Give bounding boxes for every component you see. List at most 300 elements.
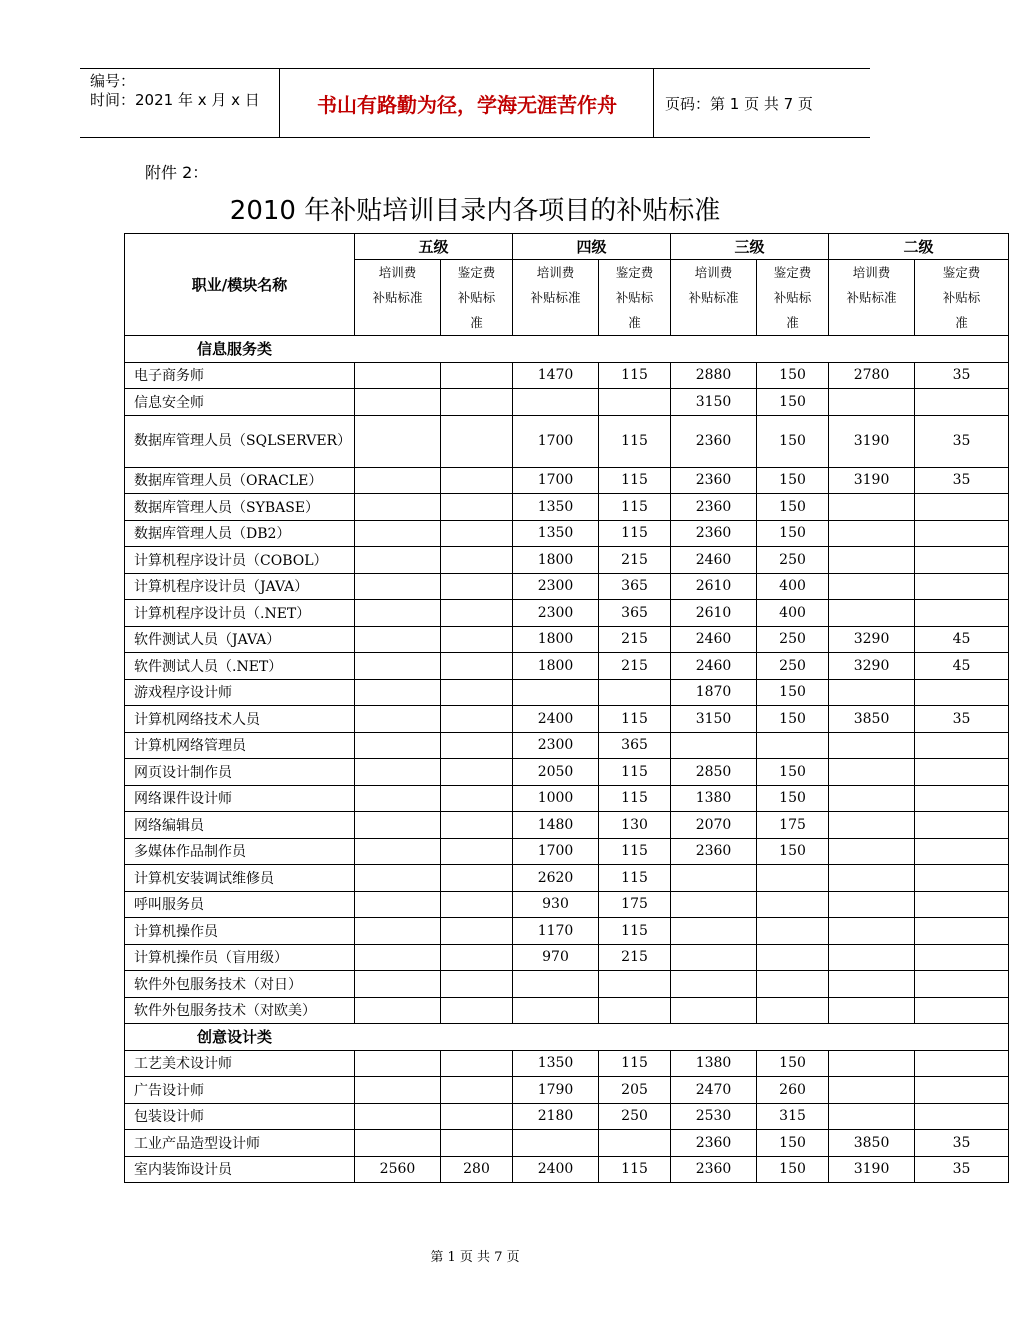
occupation-name: 网络编辑员 [125, 812, 355, 839]
occupation-name: 计算机网络技术人员 [125, 706, 355, 733]
level-5-header: 五级 [355, 234, 513, 260]
subsidy-value-cell: 150 [757, 467, 829, 494]
subsidy-value-cell: 150 [757, 785, 829, 812]
subsidy-value-cell: 3290 [829, 626, 915, 653]
occupation-name: 工艺美术设计师 [125, 1050, 355, 1077]
subheader-line: 补贴标准 [688, 290, 739, 305]
subsidy-value-cell [355, 997, 441, 1024]
header-page-info: 页码：第 1 页 共 7 页 [665, 94, 813, 113]
subsidy-value-cell [757, 865, 829, 892]
subsidy-value-cell [829, 944, 915, 971]
occupation-name: 多媒体作品制作员 [125, 838, 355, 865]
subsidy-value-cell: 280 [441, 1156, 513, 1183]
subsidy-value-cell [915, 865, 1009, 892]
train-fee-subheader [513, 260, 599, 336]
subheader-line: 补贴标准 [530, 290, 581, 305]
subsidy-value-cell: 930 [513, 891, 599, 918]
table-row [125, 494, 1009, 521]
subheader-line: 补贴标 [457, 290, 496, 305]
header-meta [80, 69, 280, 137]
subsidy-value-cell [829, 600, 915, 627]
subsidy-value-cell: 2460 [671, 653, 757, 680]
occupation-name: 呼叫服务员 [125, 891, 355, 918]
table-row [125, 944, 1009, 971]
subsidy-value-cell: 2620 [513, 865, 599, 892]
table-row [125, 1077, 1009, 1104]
subsidy-value-cell: 115 [599, 838, 671, 865]
subsidy-value-cell [441, 812, 513, 839]
subsidy-value-cell [829, 389, 915, 416]
subsidy-value-cell [355, 520, 441, 547]
subheader-line: 补贴标 [615, 290, 654, 305]
subsidy-value-cell [915, 997, 1009, 1024]
subsidy-value-cell [671, 997, 757, 1024]
document-header [80, 68, 870, 138]
subsidy-value-cell: 215 [599, 626, 671, 653]
subsidy-value-cell: 2460 [671, 626, 757, 653]
occupation-name: 网页设计制作员 [125, 759, 355, 786]
subsidy-value-cell [829, 1077, 915, 1104]
subsidy-value-cell [599, 997, 671, 1024]
subsidy-value-cell: 1800 [513, 626, 599, 653]
subsidy-value-cell: 2880 [671, 362, 757, 389]
subsidy-value-cell [441, 679, 513, 706]
table-row [125, 891, 1009, 918]
table-row [125, 865, 1009, 892]
subheader-line: 补贴标 [942, 290, 981, 305]
subheader-line: 鉴定费 [773, 265, 812, 280]
subsidy-value-cell: 1790 [513, 1077, 599, 1104]
subsidy-value-cell: 2400 [513, 706, 599, 733]
subsidy-value-cell: 2780 [829, 362, 915, 389]
table-row [125, 467, 1009, 494]
subsidy-value-cell [355, 389, 441, 416]
subsidy-value-cell [441, 865, 513, 892]
subsidy-value-cell [355, 362, 441, 389]
subsidy-value-cell: 115 [599, 494, 671, 521]
subsidy-value-cell [671, 971, 757, 998]
subsidy-value-cell [757, 997, 829, 1024]
table-row [125, 1103, 1009, 1130]
subsidy-value-cell [441, 759, 513, 786]
subheader-line: 培训费 [852, 265, 891, 280]
subsidy-value-cell [829, 759, 915, 786]
subsidy-value-cell [915, 1103, 1009, 1130]
category-row [125, 336, 1009, 363]
subsidy-value-cell: 175 [599, 891, 671, 918]
subsidy-value-cell: 215 [599, 944, 671, 971]
subsidy-value-cell [441, 362, 513, 389]
subsidy-value-cell: 35 [915, 706, 1009, 733]
subsidy-value-cell: 250 [757, 547, 829, 574]
table-row [125, 573, 1009, 600]
subsidy-value-cell: 3290 [829, 653, 915, 680]
subsidy-value-cell: 2610 [671, 573, 757, 600]
subsidy-value-cell: 150 [757, 838, 829, 865]
subsidy-value-cell: 115 [599, 706, 671, 733]
subsidy-value-cell: 35 [915, 415, 1009, 467]
subsidy-table-wrapper [124, 233, 981, 1213]
occupation-name: 工业产品造型设计师 [125, 1130, 355, 1157]
occupation-name: 数据库管理人员（DB2） [125, 520, 355, 547]
table-header-row [125, 234, 1009, 260]
subsidy-value-cell [829, 494, 915, 521]
subsidy-value-cell [441, 1077, 513, 1104]
subsidy-value-cell: 400 [757, 600, 829, 627]
subsidy-value-cell: 35 [915, 362, 1009, 389]
table-row [125, 626, 1009, 653]
subsidy-value-cell [441, 1103, 513, 1130]
subheader-line: 补贴标准 [372, 290, 423, 305]
level-3-header: 三级 [671, 234, 829, 260]
subsidy-value-cell [441, 547, 513, 574]
subsidy-value-cell [513, 1130, 599, 1157]
subsidy-value-cell: 2460 [671, 547, 757, 574]
subsidy-value-cell [441, 520, 513, 547]
subsidy-value-cell: 2360 [671, 1130, 757, 1157]
subheader-line: 准 [470, 315, 483, 330]
subsidy-value-cell [355, 1050, 441, 1077]
subsidy-value-cell [441, 1130, 513, 1157]
subsidy-value-cell: 1700 [513, 838, 599, 865]
subsidy-value-cell: 1700 [513, 415, 599, 467]
subsidy-value-cell [441, 626, 513, 653]
subsidy-value-cell [355, 732, 441, 759]
table-row [125, 785, 1009, 812]
subsidy-value-cell: 3190 [829, 1156, 915, 1183]
subsidy-value-cell [355, 838, 441, 865]
subsidy-value-cell: 315 [757, 1103, 829, 1130]
subsidy-value-cell [355, 600, 441, 627]
subsidy-value-cell: 250 [757, 653, 829, 680]
subsidy-value-cell [355, 1103, 441, 1130]
subsidy-value-cell: 365 [599, 732, 671, 759]
subsidy-value-cell: 2360 [671, 415, 757, 467]
subsidy-value-cell [829, 679, 915, 706]
subsidy-value-cell: 115 [599, 785, 671, 812]
occupation-name: 计算机安装调试维修员 [125, 865, 355, 892]
occupation-name: 软件测试人员（JAVA） [125, 626, 355, 653]
subsidy-value-cell [829, 547, 915, 574]
subsidy-value-cell [355, 415, 441, 467]
subsidy-value-cell: 365 [599, 573, 671, 600]
subsidy-value-cell [915, 759, 1009, 786]
table-row [125, 971, 1009, 998]
subsidy-value-cell [829, 732, 915, 759]
train-fee-subheader [829, 260, 915, 336]
table-row [125, 520, 1009, 547]
subsidy-value-cell: 365 [599, 600, 671, 627]
subsidy-value-cell [829, 812, 915, 839]
subsidy-value-cell: 3850 [829, 706, 915, 733]
subsidy-value-cell [915, 1050, 1009, 1077]
document-title-text: 2010 年补贴培训目录内各项目的补贴标准 [229, 196, 721, 226]
subsidy-value-cell [829, 785, 915, 812]
subsidy-value-cell [915, 891, 1009, 918]
subsidy-value-cell: 1170 [513, 918, 599, 945]
subsidy-value-cell [915, 1077, 1009, 1104]
occupation-name: 包装设计师 [125, 1103, 355, 1130]
table-row [125, 653, 1009, 680]
subsidy-value-cell: 150 [757, 520, 829, 547]
subsidy-value-cell: 1380 [671, 785, 757, 812]
subsidy-value-cell: 35 [915, 467, 1009, 494]
subsidy-value-cell [915, 547, 1009, 574]
assess-fee-subheader [441, 260, 513, 336]
table-row [125, 838, 1009, 865]
subsidy-value-cell [441, 1050, 513, 1077]
category-label: 创意设计类 [125, 1024, 1009, 1051]
table-row [125, 1050, 1009, 1077]
subsidy-value-cell: 45 [915, 626, 1009, 653]
occupation-name: 计算机网络管理员 [125, 732, 355, 759]
subsidy-value-cell [915, 785, 1009, 812]
subsidy-value-cell [441, 838, 513, 865]
subsidy-value-cell: 3190 [829, 467, 915, 494]
subsidy-value-cell [355, 944, 441, 971]
subsidy-value-cell: 150 [757, 494, 829, 521]
subsidy-value-cell [671, 732, 757, 759]
occupation-name: 电子商务师 [125, 362, 355, 389]
occupation-name: 软件测试人员（.NET） [125, 653, 355, 680]
table-row [125, 547, 1009, 574]
subsidy-value-cell [441, 785, 513, 812]
subsidy-value-cell: 205 [599, 1077, 671, 1104]
subsidy-value-cell [513, 679, 599, 706]
subsidy-value-cell: 2300 [513, 573, 599, 600]
assess-fee-subheader [757, 260, 829, 336]
subsidy-value-cell: 3150 [671, 389, 757, 416]
subsidy-value-cell [829, 1050, 915, 1077]
subsidy-value-cell: 2560 [355, 1156, 441, 1183]
table-row [125, 389, 1009, 416]
subsidy-value-cell [441, 653, 513, 680]
occupation-name: 室内装饰设计员 [125, 1156, 355, 1183]
subsidy-value-cell [915, 679, 1009, 706]
subsidy-value-cell: 115 [599, 362, 671, 389]
subsidy-value-cell [441, 732, 513, 759]
subsidy-value-cell [355, 865, 441, 892]
subsidy-value-cell [671, 891, 757, 918]
subheader-line: 鉴定费 [615, 265, 654, 280]
occupation-name: 计算机操作员（盲用级） [125, 944, 355, 971]
subsidy-value-cell [599, 971, 671, 998]
subsidy-value-cell: 150 [757, 706, 829, 733]
subsidy-value-cell: 115 [599, 865, 671, 892]
subsidy-value-cell [355, 467, 441, 494]
subsidy-value-cell [441, 573, 513, 600]
subsidy-value-cell: 400 [757, 573, 829, 600]
subsidy-value-cell: 250 [757, 626, 829, 653]
occupation-name: 信息安全师 [125, 389, 355, 416]
subsidy-value-cell: 1380 [671, 1050, 757, 1077]
subsidy-value-cell [915, 812, 1009, 839]
subsidy-value-cell: 115 [599, 520, 671, 547]
subsidy-value-cell: 215 [599, 547, 671, 574]
category-label: 信息服务类 [125, 336, 1009, 363]
subsidy-value-cell: 175 [757, 812, 829, 839]
subsidy-value-cell [915, 520, 1009, 547]
subsidy-value-cell: 1800 [513, 653, 599, 680]
table-row [125, 759, 1009, 786]
subsidy-value-cell: 3850 [829, 1130, 915, 1157]
occupation-name: 数据库管理人员（SYBASE） [125, 494, 355, 521]
subsidy-value-cell [441, 706, 513, 733]
subsidy-value-cell: 2530 [671, 1103, 757, 1130]
assess-fee-subheader [915, 260, 1009, 336]
subsidy-value-cell: 2070 [671, 812, 757, 839]
occupation-name: 计算机程序设计员（.NET） [125, 600, 355, 627]
subsidy-value-cell: 3190 [829, 415, 915, 467]
subsidy-value-cell [829, 573, 915, 600]
subsidy-value-cell: 1350 [513, 494, 599, 521]
subsidy-value-cell [355, 653, 441, 680]
subsidy-value-cell: 2360 [671, 467, 757, 494]
subheader-line: 准 [628, 315, 641, 330]
subsidy-value-cell [915, 494, 1009, 521]
subsidy-value-cell [599, 679, 671, 706]
occupation-name: 计算机操作员 [125, 918, 355, 945]
subsidy-value-cell: 130 [599, 812, 671, 839]
subsidy-value-cell [829, 865, 915, 892]
table-row [125, 600, 1009, 627]
subsidy-value-cell: 150 [757, 362, 829, 389]
subsidy-value-cell: 150 [757, 1156, 829, 1183]
page-footer: 第 1 页 共 7 页 [430, 1250, 520, 1265]
subsidy-value-cell: 2360 [671, 1156, 757, 1183]
occupation-name: 数据库管理人员（ORACLE） [125, 467, 355, 494]
document-title [0, 190, 950, 227]
occupation-name: 软件外包服务技术（对日） [125, 971, 355, 998]
subsidy-value-cell [829, 520, 915, 547]
subsidy-value-cell: 115 [599, 759, 671, 786]
table-row [125, 679, 1009, 706]
subsidy-value-cell: 2300 [513, 732, 599, 759]
table-row [125, 362, 1009, 389]
document-time-label: 时间：2021 年 x 月 x 日 [90, 91, 260, 109]
table-row [125, 732, 1009, 759]
subsidy-value-cell: 35 [915, 1156, 1009, 1183]
subsidy-value-cell: 3150 [671, 706, 757, 733]
subheader-line: 准 [955, 315, 968, 330]
attachment-label: 附件 2： [145, 163, 209, 182]
subsidy-value-cell [355, 785, 441, 812]
subsidy-value-cell [757, 732, 829, 759]
subsidy-value-cell [355, 971, 441, 998]
subsidy-value-cell [915, 971, 1009, 998]
subsidy-value-cell [915, 918, 1009, 945]
subsidy-value-cell [441, 600, 513, 627]
subsidy-value-cell: 1480 [513, 812, 599, 839]
subsidy-value-cell [355, 706, 441, 733]
subsidy-value-cell: 260 [757, 1077, 829, 1104]
subsidy-value-cell [829, 1103, 915, 1130]
subheader-line: 准 [786, 315, 799, 330]
subsidy-value-cell: 115 [599, 415, 671, 467]
subsidy-value-cell [355, 679, 441, 706]
table-row [125, 997, 1009, 1024]
subheader-line: 培训费 [536, 265, 575, 280]
subsidy-value-cell [599, 389, 671, 416]
subsidy-value-cell [757, 944, 829, 971]
subsidy-value-cell [441, 891, 513, 918]
category-row [125, 1024, 1009, 1051]
subsidy-value-cell: 2610 [671, 600, 757, 627]
occupation-name: 数据库管理人员（SQLSERVER） [125, 415, 355, 467]
occupation-name: 网络课件设计师 [125, 785, 355, 812]
subsidy-value-cell: 150 [757, 415, 829, 467]
occupation-name: 软件外包服务技术（对欧美） [125, 997, 355, 1024]
subsidy-value-cell [915, 600, 1009, 627]
subsidy-value-cell: 115 [599, 918, 671, 945]
assess-fee-subheader [599, 260, 671, 336]
subsidy-value-cell: 2180 [513, 1103, 599, 1130]
subsidy-value-cell [829, 838, 915, 865]
subsidy-value-cell: 150 [757, 1130, 829, 1157]
subsidy-value-cell [757, 891, 829, 918]
subsidy-value-cell: 2050 [513, 759, 599, 786]
subsidy-value-cell [829, 891, 915, 918]
subsidy-value-cell [355, 1130, 441, 1157]
subsidy-value-cell [915, 838, 1009, 865]
subsidy-value-cell [915, 732, 1009, 759]
subheader-line: 培训费 [378, 265, 417, 280]
subsidy-value-cell [671, 944, 757, 971]
subsidy-value-cell [513, 389, 599, 416]
subsidy-value-cell [355, 1077, 441, 1104]
subsidy-value-cell: 2470 [671, 1077, 757, 1104]
subheader-line: 鉴定费 [457, 265, 496, 280]
subsidy-value-cell: 150 [757, 679, 829, 706]
subsidy-table [124, 233, 1009, 1183]
subheader-line: 补贴标 [773, 290, 812, 305]
subsidy-value-cell: 2360 [671, 838, 757, 865]
subsidy-value-cell [829, 971, 915, 998]
subsidy-value-cell: 2360 [671, 520, 757, 547]
table-row [125, 706, 1009, 733]
subsidy-value-cell: 150 [757, 1050, 829, 1077]
subsidy-value-cell [757, 971, 829, 998]
level-2-header: 二级 [829, 234, 1009, 260]
name-column-header: 职业/模块名称 [125, 234, 355, 336]
subsidy-value-cell [829, 997, 915, 1024]
subheader-line: 补贴标准 [846, 290, 897, 305]
subsidy-value-cell [915, 389, 1009, 416]
train-fee-subheader [671, 260, 757, 336]
subsidy-value-cell [915, 944, 1009, 971]
subsidy-value-cell [513, 997, 599, 1024]
subsidy-value-cell [355, 573, 441, 600]
subsidy-value-cell [671, 918, 757, 945]
table-row [125, 415, 1009, 467]
subsidy-value-cell: 115 [599, 1156, 671, 1183]
subsidy-value-cell: 1800 [513, 547, 599, 574]
subsidy-value-cell [513, 971, 599, 998]
subsidy-value-cell: 115 [599, 1050, 671, 1077]
subsidy-value-cell [355, 547, 441, 574]
table-row [125, 812, 1009, 839]
subsidy-value-cell [441, 944, 513, 971]
subsidy-value-cell [441, 494, 513, 521]
occupation-name: 游戏程序设计师 [125, 679, 355, 706]
subsidy-value-cell: 1350 [513, 520, 599, 547]
table-row [125, 1130, 1009, 1157]
subsidy-value-cell [671, 865, 757, 892]
subsidy-value-cell [355, 626, 441, 653]
subsidy-value-cell [441, 971, 513, 998]
subsidy-value-cell [355, 891, 441, 918]
subsidy-value-cell [441, 467, 513, 494]
